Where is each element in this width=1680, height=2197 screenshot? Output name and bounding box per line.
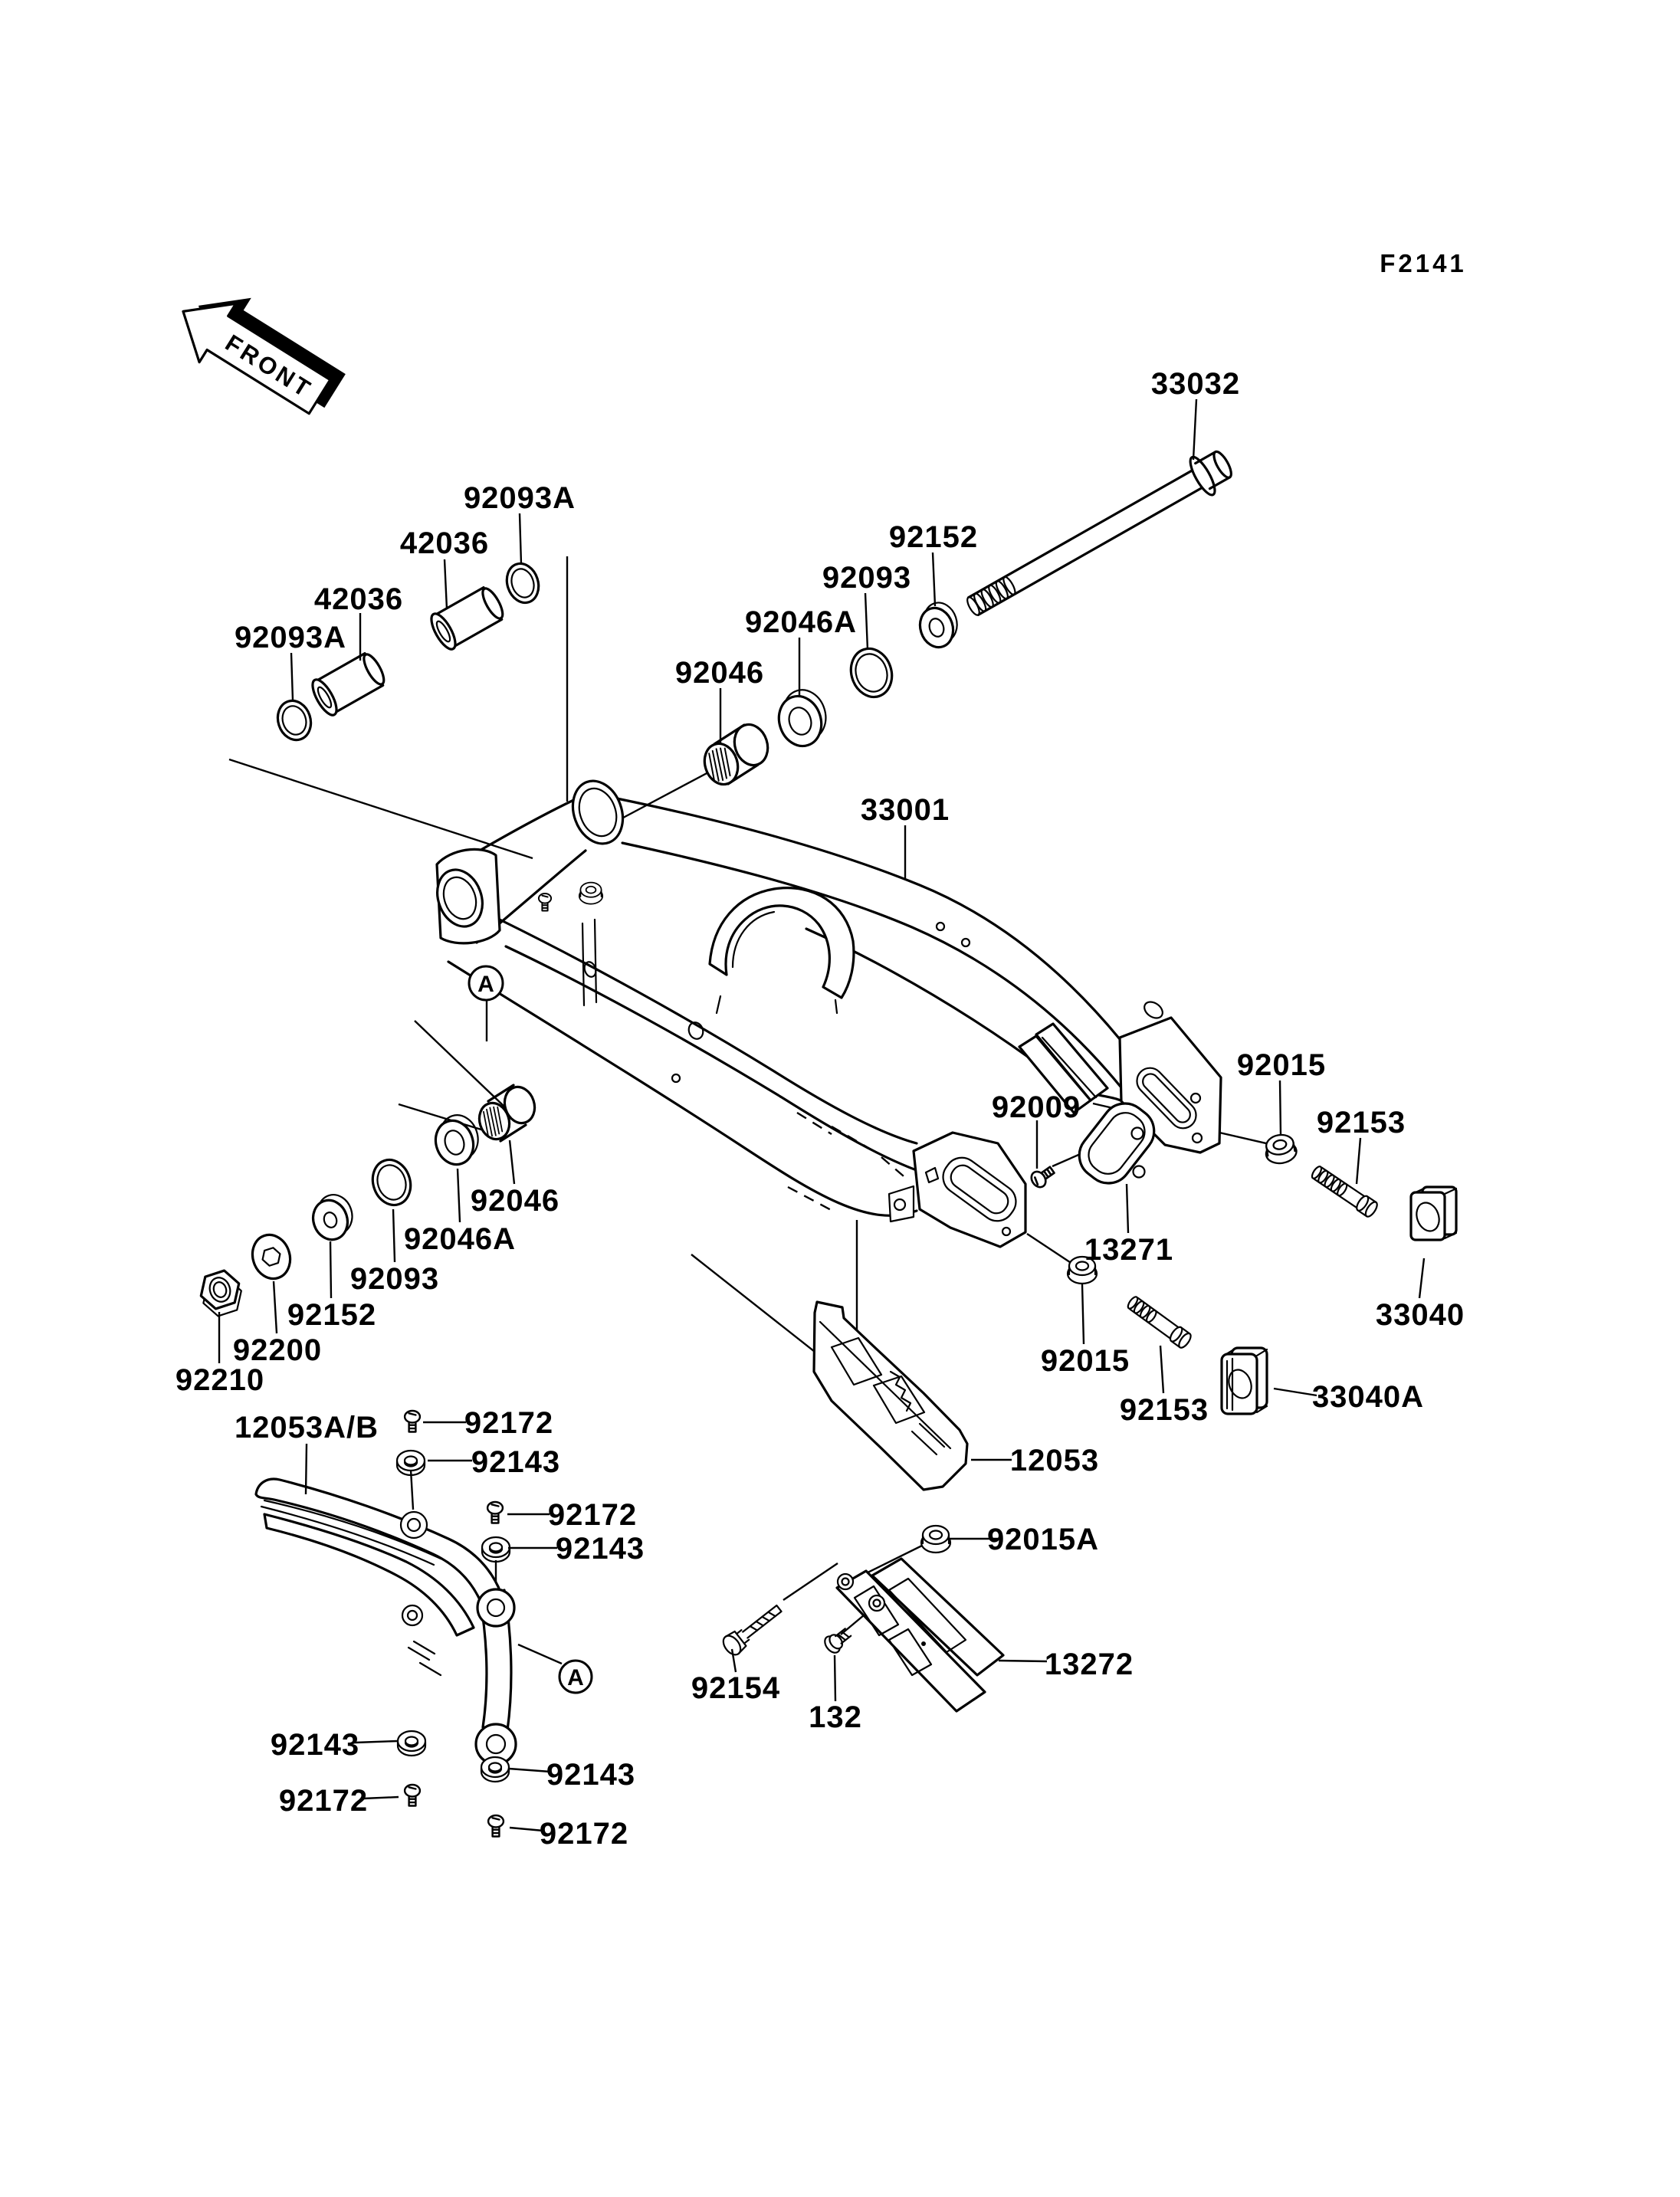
sleeve-42036-right-drawing	[427, 583, 508, 653]
seal-92093a-right-drawing	[502, 559, 543, 607]
screw-132-drawing	[822, 1625, 854, 1656]
part-number-label: 33040A	[1311, 1380, 1425, 1414]
washer-92046a-top-drawing	[771, 684, 833, 752]
part-number-label: 92093	[349, 1262, 440, 1296]
detail-marker-letter: A	[567, 1665, 584, 1690]
part-number-label: 92153	[1316, 1106, 1406, 1139]
leader-line	[306, 1444, 307, 1494]
part-number-label: 92009	[991, 1090, 1081, 1124]
leader-line	[445, 559, 447, 609]
part-number-label: 92015	[1236, 1048, 1327, 1082]
assembly-lines-layer	[229, 556, 1276, 1635]
leader-line	[330, 1241, 331, 1298]
adjuster-cap-33040a-drawing	[1222, 1348, 1267, 1414]
leader-line	[1357, 1138, 1360, 1184]
adjuster-cap-33040-drawing	[1411, 1187, 1456, 1240]
part-number-label: 33032	[1150, 367, 1241, 401]
screw-92009-drawing	[1029, 1163, 1057, 1190]
seal-92093-top-drawing	[845, 644, 897, 703]
screw-92172-1-drawing	[405, 1411, 420, 1432]
part-number-label: 33040	[1375, 1298, 1465, 1332]
leader-line	[510, 1140, 514, 1184]
bolt-92153-bottom-drawing	[1125, 1294, 1193, 1349]
part-number-label: 92046	[674, 656, 765, 690]
assembly-line	[613, 766, 721, 823]
part-number-label: 92046A	[403, 1222, 517, 1256]
washer-92143-3-drawing	[398, 1731, 425, 1756]
assembly-line	[783, 1563, 838, 1600]
leader-line	[363, 1797, 399, 1799]
part-number-label: 92152	[287, 1298, 377, 1332]
leader-line	[1082, 1284, 1084, 1344]
washer-92143-4-drawing	[481, 1757, 509, 1782]
part-number-label: 92046A	[744, 605, 858, 639]
bolt-92154-drawing	[720, 1600, 786, 1658]
chain-guide-12053-drawing	[814, 1302, 967, 1490]
part-number-label: 92172	[464, 1406, 554, 1440]
leader-line	[1280, 1080, 1281, 1136]
nut-92210-drawing	[195, 1267, 246, 1319]
leader-line	[865, 593, 868, 650]
part-number-label: 92153	[1119, 1393, 1209, 1427]
sleeve-42036-left-drawing	[308, 649, 389, 719]
screw-92172-4-drawing	[488, 1815, 504, 1837]
bolt-92153-top-drawing	[1310, 1164, 1380, 1218]
part-number-label: 12053A/B	[234, 1411, 379, 1444]
leader-line	[1419, 1258, 1424, 1298]
part-number-label: 13271	[1084, 1233, 1174, 1267]
leader-line	[509, 1769, 550, 1772]
part-number-label: 92143	[555, 1532, 645, 1566]
bearing-92046-top-drawing	[700, 720, 773, 789]
part-number-labels-layer	[176, 367, 1465, 1851]
leader-line	[520, 513, 521, 564]
assembly-line	[229, 759, 533, 858]
chain-guide-bracket-13272-drawing	[837, 1559, 1003, 1711]
part-number-label: 92172	[278, 1784, 369, 1818]
frame-screw-icon	[539, 894, 551, 911]
chain-slipper-12053ab-drawing	[256, 1479, 516, 1765]
part-number-label: 42036	[399, 526, 490, 560]
leader-line	[393, 1209, 395, 1262]
pivot-shaft-33032-drawing	[960, 444, 1238, 627]
front-arrow-label: FRONT	[220, 329, 317, 404]
part-number-label: 92046	[470, 1184, 560, 1218]
leader-line	[458, 1169, 460, 1222]
detail-marker-tail	[518, 1644, 562, 1664]
washer-92046a-left-drawing	[429, 1110, 485, 1169]
leader-line	[355, 1741, 397, 1743]
part-number-label: 92172	[547, 1498, 638, 1532]
figure-code: F2141	[1380, 249, 1467, 277]
front-direction-arrow	[165, 271, 353, 431]
leader-line	[274, 1281, 277, 1333]
part-number-label: 92152	[888, 520, 979, 554]
part-number-label: 92172	[539, 1817, 629, 1851]
part-number-label: 92200	[232, 1333, 323, 1367]
leader-line	[1193, 399, 1196, 460]
washer-92200-drawing	[247, 1230, 296, 1284]
leader-line	[933, 553, 935, 606]
seal-92093-left-drawing	[367, 1155, 416, 1210]
screw-92172-2-drawing	[487, 1502, 503, 1523]
part-number-label: 92143	[546, 1758, 636, 1792]
part-number-label: 92093	[822, 561, 912, 595]
seal-92093a-left-drawing	[273, 697, 316, 744]
part-number-label: 13272	[1044, 1648, 1134, 1681]
part-number-label: 92210	[175, 1363, 265, 1397]
collar-92152-top-drawing	[914, 598, 963, 651]
leader-line	[1127, 1184, 1128, 1233]
part-number-label: 92154	[691, 1671, 781, 1705]
part-number-label: 92093A	[234, 621, 347, 654]
part-number-label: 92143	[270, 1728, 360, 1762]
part-number-label: 92015	[1040, 1344, 1130, 1378]
leader-line	[510, 1828, 543, 1831]
part-number-label: 33001	[860, 793, 950, 827]
part-number-label: 42036	[313, 582, 404, 616]
part-number-label: 92093A	[463, 481, 576, 515]
part-number-label: 92015A	[986, 1523, 1100, 1556]
leader-line	[291, 653, 293, 700]
bearing-92046-left-drawing	[475, 1083, 540, 1143]
leader-line	[1274, 1389, 1317, 1395]
screw-92172-3-drawing	[405, 1785, 420, 1806]
part-number-label: 132	[809, 1700, 862, 1734]
nut-92015-top-drawing	[1263, 1133, 1298, 1166]
frame-nut-icon	[579, 883, 602, 904]
detail-marker-letter: A	[477, 972, 494, 997]
part-number-label: 92143	[471, 1445, 561, 1479]
part-number-label: 12053	[1009, 1444, 1100, 1477]
collar-92152-left-drawing	[307, 1190, 358, 1244]
washer-92143-2-drawing	[482, 1537, 510, 1562]
leader-line	[1160, 1346, 1163, 1393]
nut-92015a-drawing	[921, 1526, 950, 1553]
